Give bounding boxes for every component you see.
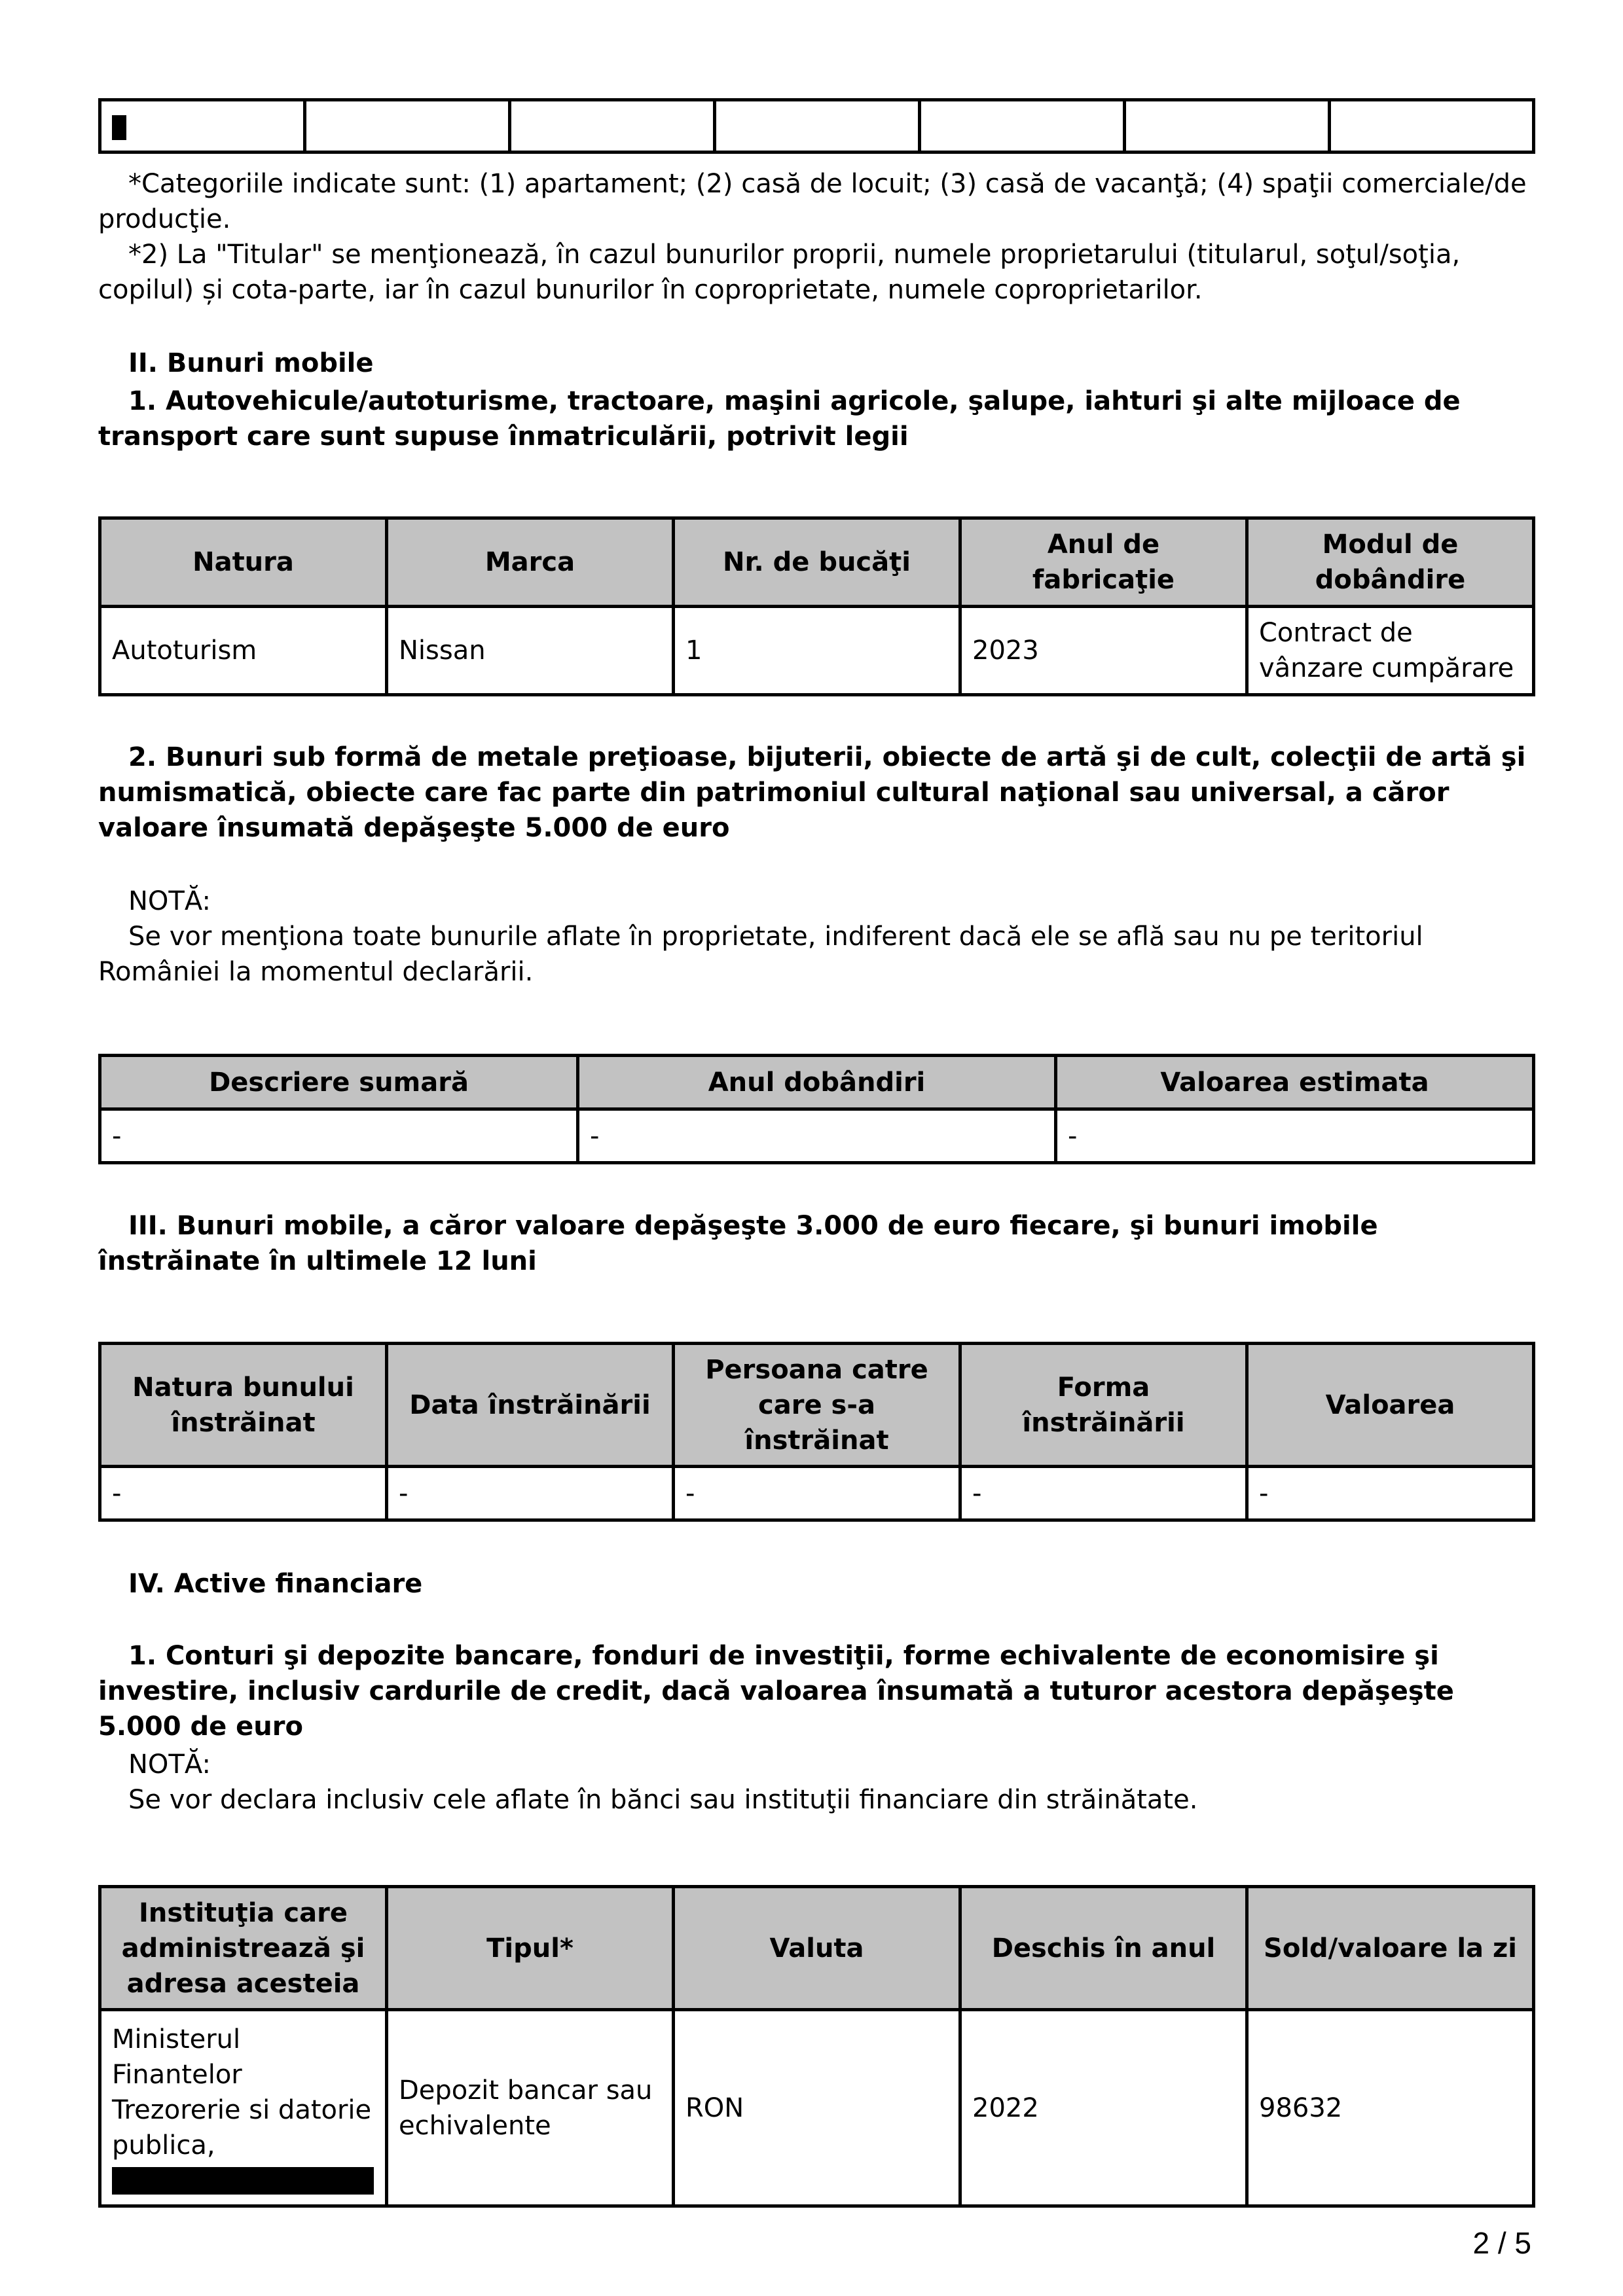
column-header: Valuta (674, 1887, 960, 2010)
subsection-title: 1. Autovehicule/autoturisme, tractoare, maşini agricole, şalupe, iahturi şi alte mijloace de transport care sunt supuse înmatriculării, potrivit legii (98, 386, 1461, 452)
table-cell: 1 (674, 607, 960, 695)
table-cell: 98632 (1247, 2010, 1534, 2206)
table-row (100, 1109, 1534, 1163)
table-cell: - (100, 1467, 387, 1520)
section-title: IV. Active financiare (128, 1569, 423, 1599)
section-title: III. Bunuri mobile, a căror valoare depăşeşte 3.000 de euro fiecare, şi bunuri imobile înstrăinate în ultimele 12 luni (98, 1211, 1378, 1276)
top-continuation-table (98, 98, 1535, 154)
section-4-note (98, 1747, 1532, 1818)
table-cell (1125, 100, 1330, 152)
table-cell (920, 100, 1125, 152)
vehicles-table (98, 516, 1535, 696)
table-cell: - (1056, 1109, 1534, 1163)
column-header: Forma înstrăinării (960, 1344, 1247, 1467)
table-cell: Autoturism (100, 607, 387, 695)
financial-assets-table (98, 1885, 1535, 2208)
table-cell: 2023 (960, 607, 1247, 695)
table-cell: Depozit bancar sau echivalente (387, 2010, 674, 2206)
table-cell: RON (674, 2010, 960, 2206)
column-header: Persoana catre care s-a înstrăinat (674, 1344, 960, 1467)
table-cell (100, 100, 305, 152)
table-row (100, 607, 1534, 695)
alienated-goods-table (98, 1342, 1535, 1522)
column-header: Anul dobândiri (578, 1056, 1056, 1109)
column-header: Anul de fabricaţie (960, 518, 1247, 607)
valuables-table (98, 1054, 1535, 1164)
institution-name: Ministerul Finantelor Trezorerie si datorie publica, (112, 2024, 372, 2161)
footnote-titular: *2) La "Titular" se menţionează, în cazul bunurilor proprii, numele proprietarului (titularul, soţul/soţia, copilul) și cota-parte, iar în cazul bunurilor în coproprietate, numele coproprietarilor. (98, 240, 1461, 305)
table-cell (715, 100, 920, 152)
footnotes (98, 166, 1532, 308)
note-label: NOTĂ: (128, 1749, 211, 1780)
section-2-sub1 (98, 384, 1532, 454)
column-header: Instituţia care administrează şi adresa acesteia (100, 1887, 387, 2010)
column-header: Valoarea (1247, 1344, 1534, 1467)
subsection-title: 1. Conturi şi depozite bancare, fonduri de investiţii, forme echivalente de economisire şi investire, inclusiv cardurile de credit, dacă valoarea însumată a tuturor acestora depăşeşte 5.000 de euro (98, 1641, 1454, 1742)
column-header: Valoarea estimata (1056, 1056, 1534, 1109)
table-cell: - (578, 1109, 1056, 1163)
table-cell (305, 100, 510, 152)
note-text: Se vor declara inclusiv cele aflate în bănci sau instituţii financiare din străinătate. (128, 1785, 1198, 1815)
table-cell: - (387, 1467, 674, 1520)
subsection-title: 2. Bunuri sub formă de metale preţioase, bijuterii, obiecte de artă şi de cult, colecţii de artă şi numismatică, obiecte care fac parte din patrimoniul cultural naţional sau universal, a căror valoare însumată depăşeşte 5.000 de euro (98, 742, 1526, 843)
column-header: Modul de dobândire (1247, 518, 1534, 607)
column-header: Nr. de bucăţi (674, 518, 960, 607)
table-cell: 2022 (960, 2010, 1247, 2206)
table-cell: Nissan (387, 607, 674, 695)
section-4-heading (98, 1566, 1532, 1602)
column-header: Marca (387, 518, 674, 607)
table-cell: - (1247, 1467, 1534, 1520)
column-header: Data înstrăinării (387, 1344, 674, 1467)
column-header: Natura bunului înstrăinat (100, 1344, 387, 1467)
table-cell (1330, 100, 1534, 152)
table-row (100, 2010, 1534, 2206)
redaction-mark (112, 115, 126, 140)
table-cell: - (960, 1467, 1247, 1520)
note-label: NOTĂ: (128, 886, 211, 916)
column-header: Tipul* (387, 1887, 674, 2010)
section-title: II. Bunuri mobile (128, 348, 374, 378)
section-3-heading (98, 1208, 1532, 1279)
column-header: Natura (100, 518, 387, 607)
table-cell: - (674, 1467, 960, 1520)
column-header: Deschis în anul (960, 1887, 1247, 2010)
section-4-sub1 (98, 1638, 1532, 1744)
section-2-heading (98, 346, 1532, 381)
column-header: Sold/valoare la zi (1247, 1887, 1534, 2010)
page-number: 2 / 5 (1472, 2226, 1531, 2260)
table-row (100, 1467, 1534, 1520)
section-2-note (98, 884, 1532, 990)
footnote-categories: *Categoriile indicate sunt: (1) apartament; (2) casă de locuit; (3) casă de vacanţă; (4) spaţii comerciale/de producţie. (98, 169, 1527, 234)
table-cell (100, 2010, 387, 2206)
table-cell: - (100, 1109, 578, 1163)
column-header: Descriere sumară (100, 1056, 578, 1109)
table-cell (510, 100, 715, 152)
section-2-sub2 (98, 740, 1532, 846)
redaction-bar (112, 2167, 374, 2195)
table-cell: Contract de vânzare cumpărare (1247, 607, 1534, 695)
note-text: Se vor menţiona toate bunurile aflate în proprietate, indiferent dacă ele se află sau nu pe teritoriul României la momentul declarării. (98, 922, 1423, 987)
